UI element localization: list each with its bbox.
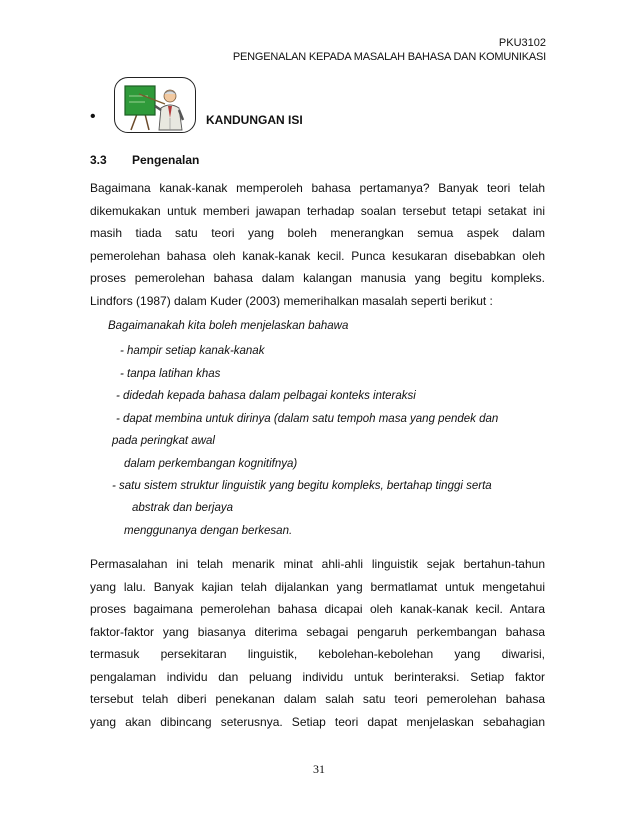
text-line: Lindfors (1987) dalam Kuder (2003) memerihalkan masalah seperti berikut : <box>90 293 493 308</box>
quote-line: - hampir setiap kanak-kanak <box>120 345 265 357</box>
section-number: 3.3 <box>90 153 107 167</box>
text-line: termasuk persekitaran linguistik, kebolehan-kebolehan yang diwarisi, <box>90 647 545 661</box>
contents-heading: KANDUNGAN ISI <box>206 113 303 127</box>
text-line: proses pemerolehan bahasa dalam kalangan manusia yang begitu kompleks. <box>90 271 545 285</box>
text-line: proses bagaimana pemerolehan bahasa dicapai oleh kanak-kanak kecil. Antara <box>90 602 545 616</box>
bullet: • <box>90 108 96 125</box>
quote-line: abstrak dan berjaya <box>132 502 234 514</box>
text-line: Bagaimana kanak-kanak memperoleh bahasa pertamanya? Banyak teori telah <box>90 181 545 195</box>
text-line: yang lalu. Banyak kajian telah dijalankan yang bermatlamat untuk mengetahui <box>90 579 545 594</box>
presenter-clipart-icon <box>114 77 196 133</box>
text-line: masih tiada satu teori yang boleh menerangkan semua aspek dalam <box>90 226 545 240</box>
section-title: Pengenalan <box>132 153 200 167</box>
header-course-code: PKU3102 <box>498 37 546 49</box>
quote-line: dalam perkembangan kognitifnya) <box>124 458 298 470</box>
quote-line: - didedah kepada bahasa dalam pelbagai konteks interaksi <box>116 390 416 402</box>
text-line: Permasalahan ini telah menarik minat ahli-ahli linguistik sejak bertahun-tahun <box>90 557 545 571</box>
text-line: tersebut telah diberi penekanan dalam salah satu teori pemerolehan bahasa <box>90 692 545 706</box>
quote-line: menggunanya dengan berkesan. <box>124 525 293 537</box>
quote-line: - satu sistem struktur linguistik yang begitu kompleks, bertahap tinggi serta <box>112 480 492 492</box>
text-line: pengalaman individu dan peluang individu untuk berinteraksi. Setiap faktor <box>90 669 545 684</box>
quote-line: Bagaimanakah kita boleh menjelaskan bahawa <box>108 320 349 332</box>
text-line: pemerolehan bahasa oleh kanak-kanak kecil. Punca kesukaran disebabkan oleh <box>90 248 545 263</box>
quote-line: - dapat membina untuk dirinya (dalam satu tempoh masa yang pendek dan <box>116 413 499 425</box>
text-line: yang akan dibincang seterusnya. Setiap teori dapat menjelaskan sebahagian <box>90 714 545 729</box>
page-number: 31 <box>313 762 325 776</box>
header-title: PENGENALAN KEPADA MASALAH BAHASA DAN KOMUNIKASI <box>232 51 546 63</box>
paragraph-discussion <box>90 553 545 733</box>
paragraph-intro <box>90 177 545 312</box>
text-line: faktor-faktor yang biasanya diterima sebagai pengaruh perkembangan bahasa <box>90 624 545 639</box>
quote-line: - tanpa latihan khas <box>120 368 221 380</box>
text-line: dikemukakan untuk memberi jawapan terhadap soalan tersebut tetapi setakat ini <box>90 203 545 218</box>
quote-line: pada peringkat awal <box>112 435 215 447</box>
